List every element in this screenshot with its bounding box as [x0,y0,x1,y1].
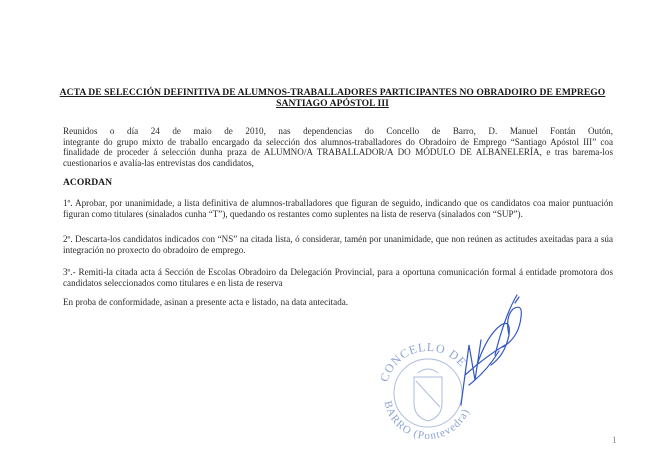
closing-paragraph: En proba de conformidade, asinan a presente acta e listado, na data antecitada. [63,297,349,307]
point-1: 1º. Aprobar, por unanimidade, a lista definitiva de alumnos-traballadores que figuran de seguido, indicando que os candidatos coa maior puntuación figuran como titulares (sinalados cunha “T”), quedando os restantes como suplentes na lista de reserva (sinalados con “SUP”). [63,198,613,219]
svg-text:CONCELLO DE: CONCELLO DE [376,339,470,384]
document-title [40,87,625,109]
title-line-1: ACTA DE SELECCIÓN DEFINITIVA DE ALUMNOS-TRABALLADORES PARTICIPANTES NO OBRADOIRO DE EMPREGO [59,87,606,98]
intro-first-line: Reunidos o día 24 de maio de 2010, nas dependencias do Concello de Barro, D. Manuel Fontán Outón, [63,126,613,136]
section-heading: ACORDAN [63,177,113,188]
page-number: 1 [612,435,617,445]
point-3: 3º.- Remiti-la citada acta á Sección de Escolas Obradoiro da Delegación Provincial, para a oportuna comunicación formal á entidade promotora dos candidatos seleccionados como titulares e en lista de reserva [63,267,613,288]
intro-rest: integrante do grupo mixto de traballo encargado da selección dos alumnos-traballadores do Obradoiro de Emprego “Santiago Apóstol III” coa finalidade de proceder á selección dunha praza de ALUMNO/A TRABALLADOR/A DO MÓDULO DE ALBANELERÍA, e tras barema-los cuestionarios e avalía-las entrevistas dos candidatos, [63,136,613,168]
signature-icon [455,285,535,410]
title-line-2: SANTIAGO APÓSTOL III [276,98,389,109]
intro-paragraph [63,126,613,168]
point-2: 2º. Descarta-los candidatos indicados con “NS” na citada lista, ó considerar, tamén por unanimidade, que non reúnen as actitudes axeitadas para a súa integración no proxecto do obradoiro de emprego. [63,234,613,255]
svg-text:BARRO (Pontevedra): BARRO (Pontevedra) [381,399,473,443]
